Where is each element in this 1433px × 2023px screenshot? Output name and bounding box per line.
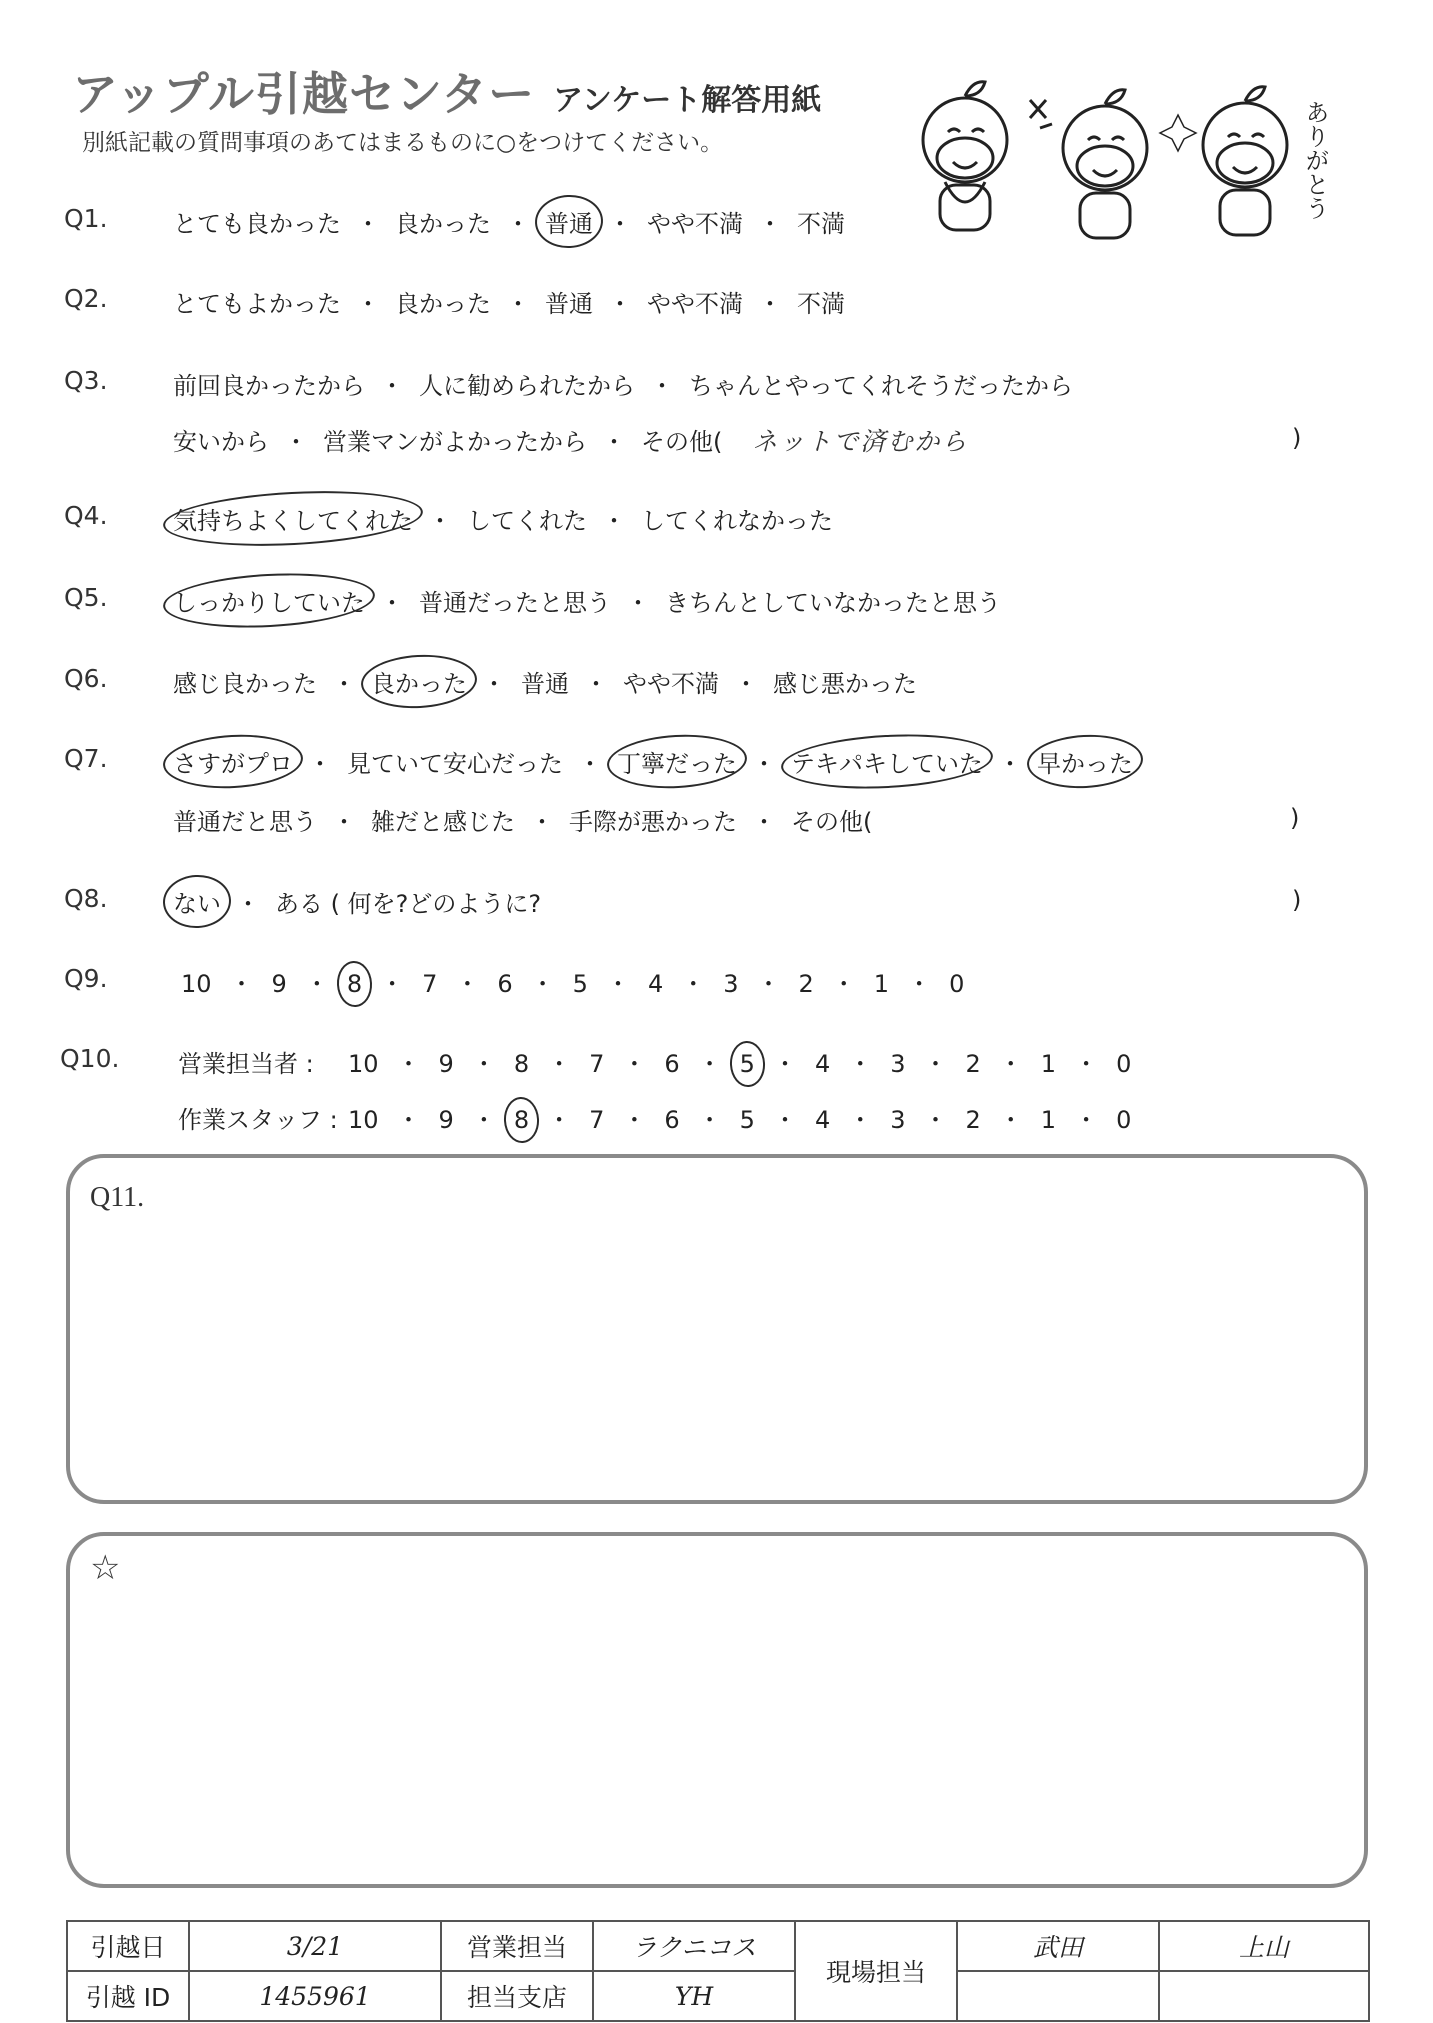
q4-number: Q4. [64, 501, 108, 530]
q4-options: 気持ちよくしてくれた ・ してくれた ・ してくれなかった [173, 501, 833, 536]
q7-options-row2: 普通だと思う ・ 雑だと感じた ・ 手際が悪かった ・ その他( [173, 802, 872, 837]
q10-sales-score[interactable]: 10 [348, 1050, 379, 1078]
q10-staff-score[interactable]: 10 [348, 1106, 379, 1134]
q2-option[interactable]: とてもよかった [173, 290, 341, 318]
q7-option-selected[interactable]: 丁寧だった [617, 744, 737, 779]
branch-label: 担当支店 [441, 1971, 593, 2021]
company-name: アップル引越センター [72, 67, 536, 121]
q3-option[interactable]: 安いから [173, 428, 269, 456]
q9-score[interactable]: 9 [271, 970, 287, 998]
q1-option[interactable]: 良かった [395, 210, 491, 238]
q4-option[interactable]: してくれた [467, 507, 587, 535]
q8-close-paren: ) [1292, 886, 1302, 914]
q6-options: 感じ良かった ・ 良かった ・ 普通 ・ やや不満 ・ 感じ悪かった [173, 664, 917, 699]
q4-option-selected[interactable]: 気持ちよくしてくれた [173, 501, 413, 536]
q3-option-other[interactable]: その他( [641, 428, 723, 456]
q10-sales-score[interactable]: 3 [890, 1050, 906, 1078]
instruction-text: 別紙記載の質問事項のあてはまるものに○をつけてください。 [82, 130, 724, 156]
q7-option-selected[interactable]: さすがプロ [173, 744, 293, 779]
q1-option[interactable]: とても良かった [173, 210, 341, 238]
q7-option[interactable]: 普通だと思う [173, 808, 317, 836]
move-date-label: 引越日 [67, 1921, 189, 1971]
q10-staff-row: 作業スタッフ : 10 ・ 9 ・ 8 ・ 7 ・ 6 ・ 5 ・ 4 ・ 3 ・ 2 ・ 1 ・ 0 [178, 1100, 1131, 1135]
q8-number: Q8. [64, 884, 108, 913]
q6-option-selected[interactable]: 良かった [371, 664, 467, 699]
field-staff-label: 現場担当 [795, 1921, 957, 2021]
q4-option[interactable]: してくれなかった [641, 507, 833, 535]
field-staff-value-2[interactable]: 上山 [1159, 1921, 1369, 1971]
q6-option[interactable]: やや不満 [623, 670, 719, 698]
q3-close-paren: ) [1292, 424, 1302, 452]
field-staff-empty-1[interactable] [957, 1971, 1159, 2021]
q7-options: さすがプロ ・ 見ていて安心だった ・ 丁寧だった ・ テキパキしていた ・ 早かった [173, 744, 1133, 779]
q9-score[interactable]: 2 [798, 970, 814, 998]
brand-title [72, 58, 821, 124]
q3-number: Q3. [64, 366, 108, 395]
q9-score[interactable]: 5 [572, 970, 588, 998]
q10-staff-score[interactable]: 2 [965, 1106, 981, 1134]
q10-sales-score[interactable]: 0 [1116, 1050, 1132, 1078]
q5-options: しっかりしていた ・ 普通だったと思う ・ きちんとしていなかったと思う [173, 583, 1001, 618]
monkey-icon [1160, 87, 1287, 235]
q1-option[interactable]: やや不満 [647, 210, 743, 238]
q10-sales-score[interactable]: 2 [965, 1050, 981, 1078]
q7-option[interactable]: 雑だと感じた [371, 808, 515, 836]
q7-option[interactable]: 見ていて安心だった [347, 750, 563, 778]
q7-option-selected[interactable]: テキパキしていた [791, 744, 983, 779]
q3-option[interactable]: 人に勧められたから [419, 372, 635, 400]
q10-staff-score[interactable]: 6 [664, 1106, 680, 1134]
q3-option[interactable]: ちゃんとやってくれそうだったから [689, 372, 1073, 400]
q10-sales-label: 営業担当者 : [178, 1050, 314, 1078]
q10-sales-score[interactable]: 4 [814, 1050, 831, 1078]
sales-value[interactable]: ラクニコス [593, 1921, 795, 1971]
q2-option[interactable]: 普通 [545, 290, 593, 318]
q10-sales-score[interactable]: 9 [438, 1050, 454, 1078]
q9-score[interactable]: 7 [422, 970, 438, 998]
q9-number: Q9. [64, 964, 108, 993]
q9-score[interactable]: 1 [873, 970, 890, 998]
q2-option[interactable]: 不満 [797, 290, 845, 318]
q10-staff-score[interactable]: 0 [1116, 1106, 1132, 1134]
branch-value[interactable]: YH [593, 1971, 795, 2021]
q11-label: Q11. [90, 1182, 145, 1213]
star-icon: ☆ [90, 1550, 121, 1587]
q5-option-selected[interactable]: しっかりしていた [173, 583, 365, 618]
q10-sales-score[interactable]: 8 [513, 1050, 530, 1078]
q10-sales-score[interactable]: 1 [1040, 1050, 1057, 1078]
monkey-icon [1030, 90, 1147, 238]
q9-score[interactable]: 3 [723, 970, 739, 998]
q10-staff-score[interactable]: 3 [890, 1106, 906, 1134]
q2-number: Q2. [64, 284, 108, 313]
q1-options: とても良かった ・ 良かった ・ 普通 ・ やや不満 ・ 不満 [173, 204, 845, 239]
q3-other-handwritten: ネットで済むから [752, 427, 969, 456]
q6-option[interactable]: 感じ悪かった [773, 670, 917, 698]
move-date-value[interactable]: 3/21 [189, 1921, 441, 1971]
q9-scale: 10 ・ 9 ・ 8 ・ 7 ・ 6 ・ 5 ・ 4 ・ 3 ・ 2 ・ 1 ・ 0 [181, 970, 965, 998]
monkey-mascots-illustration [910, 70, 1340, 250]
sales-label: 営業担当 [441, 1921, 593, 1971]
q9-score[interactable]: 6 [497, 970, 513, 998]
q3-option[interactable]: 前回良かったから [173, 372, 365, 400]
q8-option[interactable]: ある ( 何を?どのように? [275, 890, 542, 918]
q7-number: Q7. [64, 744, 108, 773]
q10-staff-score[interactable]: 5 [739, 1106, 755, 1134]
q10-staff-score[interactable]: 1 [1040, 1106, 1057, 1134]
q1-option[interactable]: 不満 [797, 210, 845, 238]
q3-options-row2: 安いから ・ 営業マンがよかったから ・ その他( ネットで済むから [173, 422, 968, 458]
field-staff-empty-2[interactable] [1159, 1971, 1369, 2021]
q2-option[interactable]: 良かった [395, 290, 491, 318]
q1-option-selected[interactable]: 普通 [545, 204, 593, 239]
q7-option-selected[interactable]: 早かった [1037, 744, 1133, 779]
monkey-icon [923, 82, 1007, 230]
q8-options: ない ・ ある ( 何を?どのように? [173, 884, 541, 919]
q8-option-selected[interactable]: ない [173, 884, 221, 919]
q10-sales-score[interactable]: 7 [589, 1050, 605, 1078]
form-title: アンケート解答用紙 [553, 83, 822, 118]
thanks-text: ありがとう [1301, 100, 1329, 220]
q9-score[interactable]: 4 [647, 970, 664, 998]
q9-score[interactable]: 0 [949, 970, 965, 998]
extra-comment-box[interactable] [66, 1532, 1368, 1888]
q7-option-other[interactable]: その他( [791, 808, 873, 836]
q7-close-paren: ) [1290, 804, 1300, 832]
q6-option[interactable]: 普通 [521, 670, 569, 698]
q10-number: Q10. [60, 1044, 120, 1073]
q5-number: Q5. [64, 583, 108, 612]
q2-option[interactable]: やや不満 [647, 290, 743, 318]
q9-score[interactable]: 10 [181, 970, 212, 998]
field-staff-value-1[interactable]: 武田 [957, 1921, 1159, 1971]
q1-number: Q1. [64, 204, 108, 233]
q3-option[interactable]: 営業マンがよかったから [323, 428, 587, 456]
q10-staff-score[interactable]: 9 [438, 1106, 454, 1134]
q6-option[interactable]: 感じ良かった [173, 670, 317, 698]
move-id-label: 引越 ID [67, 1971, 189, 2021]
footer-info-table [66, 1920, 1370, 2022]
q5-option[interactable]: きちんとしていなかったと思う [665, 589, 1001, 617]
q10-staff-label: 作業スタッフ : [178, 1106, 338, 1134]
q10-staff-score-selected[interactable]: 8 [513, 1106, 530, 1134]
q3-options: 前回良かったから ・ 人に勧められたから ・ ちゃんとやってくれそうだったから [173, 366, 1073, 401]
q10-sales-score-selected[interactable]: 5 [739, 1050, 755, 1078]
q2-options: とてもよかった ・ 良かった ・ 普通 ・ やや不満 ・ 不満 [173, 284, 845, 319]
move-id-value[interactable]: 1455961 [189, 1971, 441, 2021]
q10-staff-score[interactable]: 4 [814, 1106, 831, 1134]
q10-sales-row: 営業担当者 : 10 ・ 9 ・ 8 ・ 7 ・ 6 ・ 5 ・ 4 ・ 3 ・ 2 ・ 1 ・ 0 [178, 1044, 1131, 1079]
q10-sales-score[interactable]: 6 [664, 1050, 680, 1078]
q10-staff-score[interactable]: 7 [589, 1106, 605, 1134]
q11-comment-box[interactable] [66, 1154, 1368, 1504]
q5-option[interactable]: 普通だったと思う [419, 589, 611, 617]
q9-score-selected[interactable]: 8 [346, 970, 363, 998]
q7-option[interactable]: 手際が悪かった [569, 808, 737, 836]
q6-number: Q6. [64, 664, 108, 693]
